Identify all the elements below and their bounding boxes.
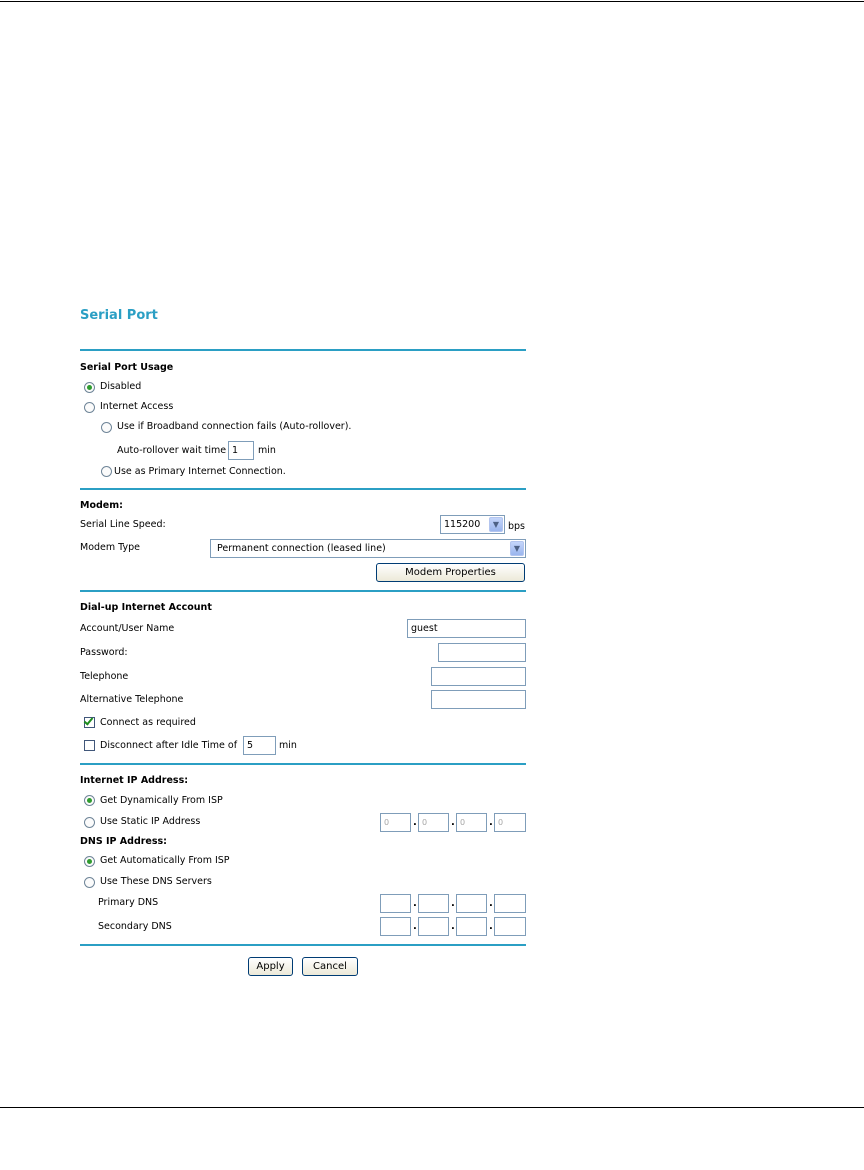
modem-heading: Modem: (80, 500, 123, 511)
idle-time-unit: min (279, 740, 297, 751)
internet-access-label: Internet Access (100, 401, 174, 412)
ip-separator: . (489, 817, 493, 828)
password-input[interactable] (438, 643, 526, 662)
serial-speed-unit: bps (508, 521, 526, 532)
dns-manual-radio[interactable] (84, 877, 95, 888)
chevron-down-icon[interactable]: ▼ (489, 517, 503, 532)
wait-time-label: Auto-rollover wait time (117, 445, 227, 456)
chevron-down-icon[interactable]: ▼ (510, 541, 524, 556)
secondary-dns-octet-1[interactable] (380, 917, 411, 936)
telephone-input[interactable] (431, 667, 526, 686)
ip-separator: . (451, 898, 455, 909)
modem-type-value: Permanent connection (leased line) (217, 543, 386, 554)
section-divider (80, 763, 526, 765)
connect-required-label: Connect as required (100, 717, 196, 728)
static-ip-octet-1[interactable]: 0 (380, 813, 411, 832)
secondary-dns-octet-4[interactable] (494, 917, 526, 936)
ip-separator: . (489, 898, 493, 909)
disconnect-idle-checkbox[interactable] (84, 740, 95, 751)
page-title: Serial Port (80, 308, 158, 323)
page-bottom-rule (0, 1107, 864, 1108)
serial-speed-label: Serial Line Speed: (80, 519, 166, 530)
dns-auto-label: Get Automatically From ISP (100, 855, 230, 866)
ip-dynamic-radio[interactable] (84, 795, 95, 806)
primary-dns-octet-3[interactable] (456, 894, 487, 913)
ip-heading: Internet IP Address: (80, 775, 189, 786)
secondary-dns-octet-3[interactable] (456, 917, 487, 936)
disabled-label: Disabled (100, 381, 142, 392)
apply-button[interactable]: Apply (248, 957, 293, 976)
modem-type-select[interactable] (210, 539, 526, 558)
ip-static-label: Use Static IP Address (100, 816, 201, 827)
modem-type-label: Modem Type (80, 542, 140, 553)
section-divider (80, 944, 526, 946)
alt-telephone-input[interactable] (431, 690, 526, 709)
internet-access-radio[interactable] (84, 402, 95, 413)
wait-time-unit: min (258, 445, 276, 456)
primary-connection-label: Use as Primary Internet Connection. (114, 466, 286, 477)
ip-separator: . (413, 898, 417, 909)
account-label: Account/User Name (80, 623, 175, 634)
section-divider (80, 590, 526, 592)
password-label: Password: (80, 647, 128, 658)
account-input[interactable]: guest (407, 619, 526, 638)
ip-separator: . (451, 817, 455, 828)
disabled-radio[interactable] (84, 382, 95, 393)
ip-separator: . (451, 921, 455, 932)
static-ip-octet-3[interactable]: 0 (456, 813, 487, 832)
dialup-heading: Dial-up Internet Account (80, 602, 212, 613)
primary-dns-label: Primary DNS (98, 897, 159, 908)
static-ip-octet-4[interactable]: 0 (494, 813, 526, 832)
primary-connection-radio[interactable] (101, 466, 112, 477)
auto-rollover-radio[interactable] (101, 422, 112, 433)
serial-speed-select[interactable] (440, 515, 505, 534)
primary-dns-octet-1[interactable] (380, 894, 411, 913)
serial-speed-value: 115200 (444, 519, 481, 530)
primary-dns-octet-4[interactable] (494, 894, 526, 913)
ip-separator: . (489, 921, 493, 932)
secondary-dns-label: Secondary DNS (98, 921, 172, 932)
auto-rollover-label: Use if Broadband connection fails (Auto-rollover). (117, 421, 352, 432)
dns-manual-label: Use These DNS Servers (100, 876, 212, 887)
ip-static-radio[interactable] (84, 817, 95, 828)
alt-telephone-label: Alternative Telephone (80, 694, 184, 705)
usage-heading: Serial Port Usage (80, 362, 174, 373)
cancel-button[interactable]: Cancel (302, 957, 358, 976)
section-divider (80, 349, 526, 351)
ip-separator: . (413, 921, 417, 932)
modem-properties-button[interactable]: Modem Properties (376, 563, 525, 582)
dns-auto-radio[interactable] (84, 856, 95, 867)
idle-time-input[interactable]: 5 (243, 736, 276, 755)
section-divider (80, 488, 526, 490)
secondary-dns-octet-2[interactable] (418, 917, 449, 936)
disconnect-idle-label: Disconnect after Idle Time of (100, 740, 238, 751)
telephone-label: Telephone (80, 671, 129, 682)
page-top-rule (0, 1, 864, 2)
ip-dynamic-label: Get Dynamically From ISP (100, 795, 223, 806)
dns-heading: DNS IP Address: (80, 836, 167, 847)
wait-time-input[interactable]: 1 (228, 441, 254, 460)
static-ip-octet-2[interactable]: 0 (418, 813, 449, 832)
ip-separator: . (413, 817, 417, 828)
connect-required-checkbox[interactable] (84, 717, 95, 728)
primary-dns-octet-2[interactable] (418, 894, 449, 913)
